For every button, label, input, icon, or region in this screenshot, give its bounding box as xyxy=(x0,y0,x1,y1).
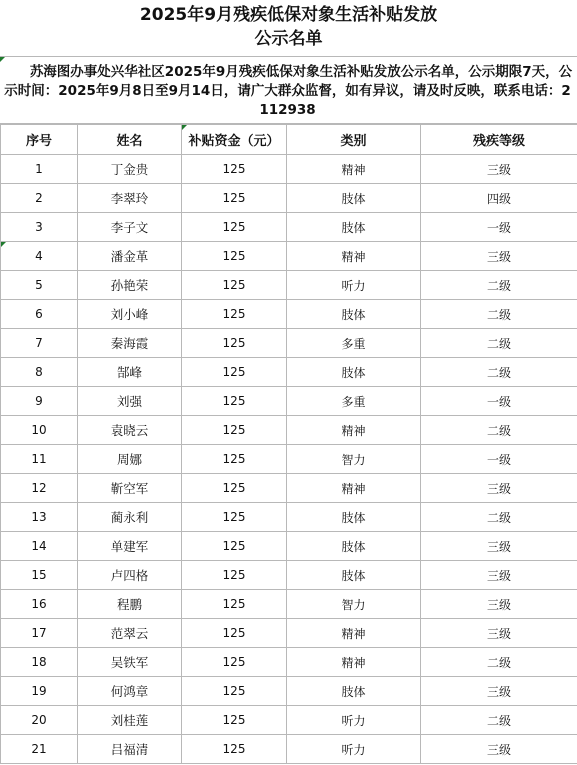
cell-level[interactable]: 一级 xyxy=(421,387,577,416)
cell-name[interactable]: 蔺永利 xyxy=(78,503,182,532)
cell-level[interactable]: 二级 xyxy=(421,648,577,677)
header-index[interactable]: 序号 xyxy=(1,125,78,155)
cell-level[interactable]: 二级 xyxy=(421,503,577,532)
notice-text: 苏海图办事处兴华社区2025年9月残疾低保对象生活补贴发放公示名单，公示期限7天，公示时间：2025年9月8日至9月14日，请广大群众监督，如有异议，请及时反映，联系电话：2112938 xyxy=(4,64,573,118)
header-amount-label: 补贴资金（元） xyxy=(188,134,280,149)
cell-comment-marker-icon xyxy=(0,57,5,62)
table-row xyxy=(1,387,577,416)
table-body xyxy=(1,155,577,764)
cell-amount[interactable]: 125 xyxy=(182,474,287,503)
cell-level[interactable]: 三级 xyxy=(421,474,577,503)
cell-amount[interactable]: 125 xyxy=(182,561,287,590)
cell-comment-marker-icon xyxy=(182,125,187,130)
cell-level[interactable]: 三级 xyxy=(421,735,577,764)
cell-category[interactable]: 多重 xyxy=(287,387,421,416)
header-category[interactable]: 类别 xyxy=(287,125,421,155)
cell-index[interactable] xyxy=(1,242,78,271)
cell-index[interactable]: 10 xyxy=(1,416,78,445)
cell-amount[interactable]: 125 xyxy=(182,445,287,474)
cell-index[interactable]: 17 xyxy=(1,619,78,648)
table-row xyxy=(1,735,577,764)
cell-category[interactable]: 肢体 xyxy=(287,677,421,706)
cell-category[interactable]: 精神 xyxy=(287,474,421,503)
cell-category[interactable]: 精神 xyxy=(287,416,421,445)
cell-index[interactable]: 3 xyxy=(1,213,78,242)
cell-name[interactable]: 李子文 xyxy=(78,213,182,242)
cell-amount[interactable]: 125 xyxy=(182,184,287,213)
cell-level[interactable]: 三级 xyxy=(421,155,577,184)
cell-level[interactable]: 二级 xyxy=(421,271,577,300)
table-row xyxy=(1,561,577,590)
cell-level[interactable]: 二级 xyxy=(421,706,577,735)
cell-level[interactable]: 二级 xyxy=(421,329,577,358)
cell-category[interactable]: 听力 xyxy=(287,706,421,735)
cell-level[interactable]: 一级 xyxy=(421,213,577,242)
table-row xyxy=(1,445,577,474)
notice-cell[interactable] xyxy=(0,57,577,124)
cell-level[interactable]: 三级 xyxy=(421,561,577,590)
cell-level[interactable]: 二级 xyxy=(421,300,577,329)
cell-amount[interactable]: 125 xyxy=(182,532,287,561)
table-row xyxy=(1,155,577,184)
cell-category[interactable]: 多重 xyxy=(287,329,421,358)
cell-amount[interactable]: 125 xyxy=(182,271,287,300)
cell-index[interactable]: 1 xyxy=(1,155,78,184)
cell-category[interactable]: 听力 xyxy=(287,271,421,300)
cell-name[interactable]: 袁晓云 xyxy=(78,416,182,445)
cell-index[interactable]: 7 xyxy=(1,329,78,358)
cell-name[interactable]: 程鹏 xyxy=(78,590,182,619)
table-row xyxy=(1,358,577,387)
cell-name[interactable]: 孙艳荣 xyxy=(78,271,182,300)
cell-name[interactable]: 靳空军 xyxy=(78,474,182,503)
cell-index-label: 4 xyxy=(35,249,43,263)
table-row xyxy=(1,271,577,300)
cell-name[interactable]: 何鸿章 xyxy=(78,677,182,706)
table-row xyxy=(1,648,577,677)
cell-level[interactable]: 一级 xyxy=(421,445,577,474)
cell-category[interactable]: 肢体 xyxy=(287,358,421,387)
cell-index[interactable]: 8 xyxy=(1,358,78,387)
table-row xyxy=(1,300,577,329)
cell-amount[interactable]: 125 xyxy=(182,155,287,184)
cell-name[interactable]: 丁金贵 xyxy=(78,155,182,184)
cell-level[interactable]: 三级 xyxy=(421,677,577,706)
cell-index[interactable]: 11 xyxy=(1,445,78,474)
cell-level[interactable]: 二级 xyxy=(421,416,577,445)
cell-amount[interactable]: 125 xyxy=(182,677,287,706)
cell-index[interactable]: 21 xyxy=(1,735,78,764)
cell-category[interactable]: 肢体 xyxy=(287,503,421,532)
cell-index[interactable]: 6 xyxy=(1,300,78,329)
cell-name[interactable]: 单建军 xyxy=(78,532,182,561)
cell-name[interactable]: 郜峰 xyxy=(78,358,182,387)
cell-category[interactable]: 智力 xyxy=(287,590,421,619)
cell-amount[interactable]: 125 xyxy=(182,300,287,329)
cell-amount[interactable]: 125 xyxy=(182,416,287,445)
cell-level[interactable]: 二级 xyxy=(421,358,577,387)
table-row xyxy=(1,677,577,706)
cell-category[interactable]: 肢体 xyxy=(287,561,421,590)
cell-category[interactable]: 肢体 xyxy=(287,213,421,242)
cell-amount[interactable]: 125 xyxy=(182,387,287,416)
table-row xyxy=(1,329,577,358)
cell-level[interactable]: 三级 xyxy=(421,619,577,648)
cell-name[interactable]: 刘小峰 xyxy=(78,300,182,329)
table-row xyxy=(1,503,577,532)
table-row xyxy=(1,416,577,445)
cell-amount[interactable]: 125 xyxy=(182,590,287,619)
cell-name[interactable]: 周娜 xyxy=(78,445,182,474)
cell-index[interactable]: 20 xyxy=(1,706,78,735)
table-row xyxy=(1,474,577,503)
cell-amount[interactable]: 125 xyxy=(182,358,287,387)
cell-name[interactable]: 秦海霞 xyxy=(78,329,182,358)
cell-category[interactable]: 智力 xyxy=(287,445,421,474)
cell-category[interactable]: 精神 xyxy=(287,648,421,677)
cell-index[interactable]: 2 xyxy=(1,184,78,213)
cell-index[interactable]: 13 xyxy=(1,503,78,532)
table-row xyxy=(1,619,577,648)
cell-name[interactable]: 吕福清 xyxy=(78,735,182,764)
cell-level[interactable]: 四级 xyxy=(421,184,577,213)
cell-index[interactable]: 18 xyxy=(1,648,78,677)
cell-amount[interactable]: 125 xyxy=(182,619,287,648)
cell-level[interactable]: 三级 xyxy=(421,242,577,271)
cell-amount[interactable]: 125 xyxy=(182,213,287,242)
cell-index[interactable]: 16 xyxy=(1,590,78,619)
cell-comment-marker-icon xyxy=(1,242,6,247)
cell-name[interactable]: 潘金革 xyxy=(78,242,182,271)
cell-index[interactable]: 15 xyxy=(1,561,78,590)
cell-name[interactable]: 范翠云 xyxy=(78,619,182,648)
table-row xyxy=(1,213,577,242)
header-name[interactable]: 姓名 xyxy=(78,125,182,155)
cell-amount[interactable]: 125 xyxy=(182,503,287,532)
table-row xyxy=(1,184,577,213)
cell-index[interactable]: 9 xyxy=(1,387,78,416)
subsidy-table xyxy=(0,124,577,764)
table-header-row xyxy=(1,125,577,155)
cell-category[interactable]: 精神 xyxy=(287,242,421,271)
table-row xyxy=(1,590,577,619)
cell-name[interactable]: 吴铁军 xyxy=(78,648,182,677)
cell-level[interactable]: 三级 xyxy=(421,532,577,561)
document-title: 2025年9月残疾低保对象生活补贴发放 xyxy=(139,5,438,25)
document-subtitle: 公示名单 xyxy=(254,29,323,49)
cell-index[interactable]: 12 xyxy=(1,474,78,503)
cell-amount[interactable]: 125 xyxy=(182,648,287,677)
cell-amount[interactable]: 125 xyxy=(182,706,287,735)
cell-category[interactable]: 肢体 xyxy=(287,532,421,561)
table-row xyxy=(1,242,577,271)
cell-category[interactable]: 肢体 xyxy=(287,300,421,329)
cell-category[interactable]: 精神 xyxy=(287,155,421,184)
cell-amount[interactable]: 125 xyxy=(182,242,287,271)
title-cell[interactable] xyxy=(0,0,577,57)
header-level[interactable]: 残疾等级 xyxy=(421,125,577,155)
table-row xyxy=(1,532,577,561)
cell-name[interactable]: 李翠玲 xyxy=(78,184,182,213)
header-amount[interactable] xyxy=(182,125,287,155)
cell-name[interactable]: 刘桂莲 xyxy=(78,706,182,735)
cell-index[interactable]: 19 xyxy=(1,677,78,706)
cell-amount[interactable]: 125 xyxy=(182,735,287,764)
cell-name[interactable]: 卢四格 xyxy=(78,561,182,590)
cell-name[interactable]: 刘强 xyxy=(78,387,182,416)
cell-category[interactable]: 肢体 xyxy=(287,184,421,213)
cell-amount[interactable]: 125 xyxy=(182,329,287,358)
table-row xyxy=(1,706,577,735)
cell-index[interactable]: 5 xyxy=(1,271,78,300)
cell-category[interactable]: 精神 xyxy=(287,619,421,648)
cell-category[interactable]: 听力 xyxy=(287,735,421,764)
cell-index[interactable]: 14 xyxy=(1,532,78,561)
cell-level[interactable]: 三级 xyxy=(421,590,577,619)
